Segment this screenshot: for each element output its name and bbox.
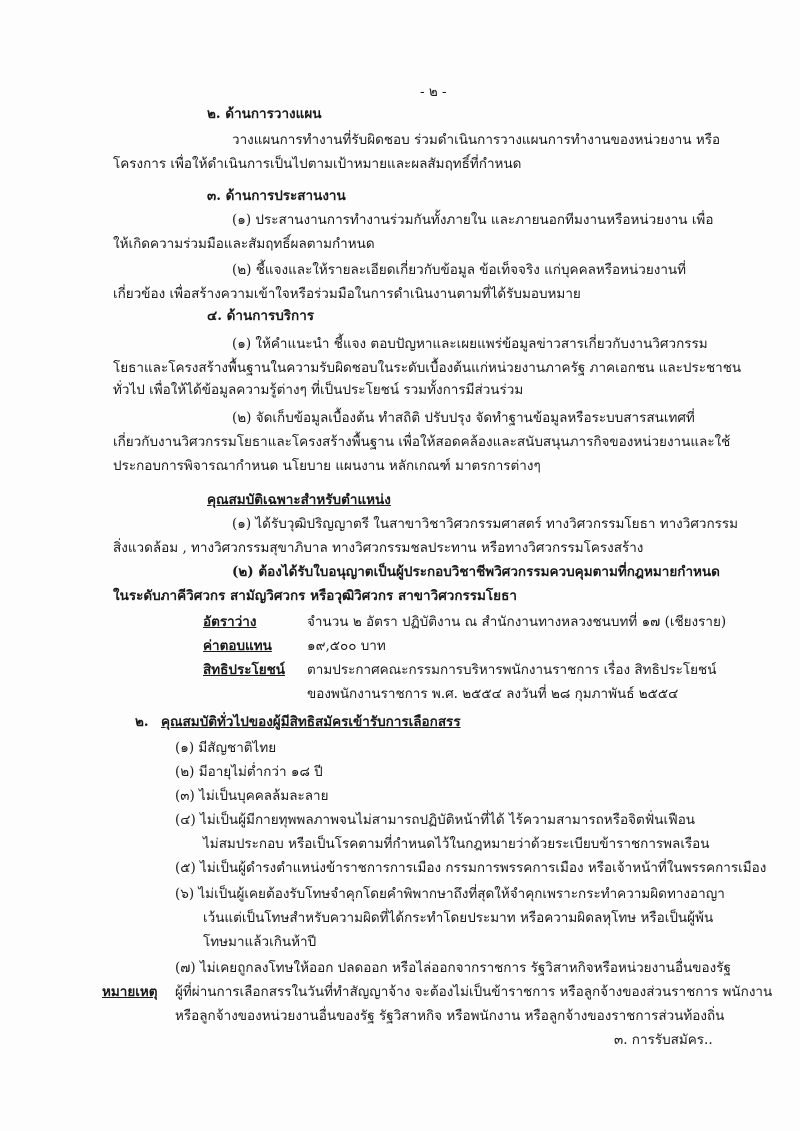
section-service-heading: ๔. ด้านการบริการ bbox=[207, 308, 315, 324]
section-coordination-heading: ๓. ด้านการประสานงาน bbox=[207, 188, 346, 204]
benefits-label: สิทธิประโยชน์ bbox=[203, 662, 286, 678]
coordination-line-3: (๒) ชี้แจงและให้รายละเอียดเกี่ยวกับข้อมูล ข้อเท็จจริง แก่บุคคลหรือหน่วยงานที่ bbox=[232, 262, 687, 278]
continuation-text: ๓. การรับสมัคร.. bbox=[614, 1032, 713, 1048]
general-qual-item-6-cont-2: โทษมาแล้วเกินห้าปี bbox=[203, 934, 317, 950]
coordination-line-1: (๑) ประสานงานการทำงานร่วมกันทั้งภายใน และภายนอกทีมงานหรือหน่วยงาน เพื่อ bbox=[232, 212, 714, 228]
vacancy-label: อัตราว่าง bbox=[203, 614, 257, 630]
specific-qualifications-heading: คุณสมบัติเฉพาะสำหรับตำแหน่ง bbox=[207, 492, 391, 508]
compensation-label: ค่าตอบแทน bbox=[203, 638, 272, 654]
benefits-value-2: ของพนักงานราชการ พ.ศ. ๒๕๕๔ ลงวันที่ ๒๘ กุมภาพันธ์ ๒๕๕๔ bbox=[307, 686, 679, 702]
general-qual-item-4-cont: ไม่สมประกอบ หรือเป็นโรคตามที่กำหนดไว้ในกฎหมายว่าด้วยระเบียบข้าราชการพลเรือน bbox=[203, 836, 710, 852]
vacancy-row bbox=[203, 612, 726, 632]
compensation-row bbox=[203, 636, 386, 656]
general-qual-number: ๒. bbox=[135, 714, 149, 730]
general-qual-item-3: (๓) ไม่เป็นบุคคลล้มละลาย bbox=[175, 788, 329, 804]
benefits-row bbox=[203, 660, 716, 680]
service-line-1: (๑) ให้คำแนะนำ ชี้แจง ตอบปัญหาและเผยแพร่ข้อมูลข่าวสารเกี่ยวกับงานวิศวกรรม bbox=[232, 336, 708, 352]
page-number: - ๒ - bbox=[420, 84, 447, 100]
general-qual-item-6: (๖) ไม่เป็นผู้เคยต้องรับโทษจำคุกโดยคำพิพากษาถึงที่สุดให้จำคุกเพราะกระทำความผิดทางอาญา bbox=[175, 886, 725, 902]
note-line-1: ผู้ที่ผ่านการเลือกสรรในวันที่ทำสัญญาจ้าง จะต้องไม่เป็นข้าราชการ หรือลูกจ้างของส่วนราชการ พนักงาน bbox=[175, 984, 773, 1000]
service-line-5: เกี่ยวกับงานวิศวกรรมโยธาและโครงสร้างพื้นฐาน เพื่อให้สอดคล้องและสนับสนุนภารกิจของหน่วยงานและใช้ bbox=[113, 434, 731, 450]
general-qual-item-1: (๑) มีสัญชาติไทย bbox=[175, 740, 277, 756]
service-line-2: โยธาและโครงสร้างพื้นฐานในความรับผิดชอบในระดับเบื้องต้นแก่หน่วยงานภาครัฐ ภาคเอกชน และประชาชน bbox=[113, 360, 742, 376]
general-qual-item-4: (๔) ไม่เป็นผู้มีกายทุพพลภาพจนไม่สามารถปฏิบัติหน้าที่ได้ ไร้ความสามารถหรือจิตฟั่นเฟือน bbox=[175, 812, 696, 828]
section-planning-heading: ๒. ด้านการวางแผน bbox=[207, 106, 322, 122]
general-qual-item-2: (๒) มีอายุไม่ต่ำกว่า ๑๘ ปี bbox=[175, 764, 323, 780]
service-line-4: (๒) จัดเก็บข้อมูลเบื้องต้น ทำสถิติ ปรับปรุง จัดทำฐานข้อมูลหรือระบบสารสนเทศที่ bbox=[232, 410, 695, 426]
general-qual-item-6-cont-1: เว้นแต่เป็นโทษสำหรับความผิดที่ได้กระทำโดยประมาท หรือความผิดลหุโทษ หรือเป็นผู้พ้น bbox=[203, 910, 714, 926]
specific-qual-line-1: (๑) ได้รับวุฒิปริญญาตรี ในสาขาวิชาวิศวกรรมศาสตร์ ทางวิศวกรรมโยธา ทางวิศวกรรม bbox=[232, 516, 739, 532]
general-qualifications-heading: คุณสมบัติทั่วไปของผู้มีสิทธิสมัครเข้ารับการเลือกสรร bbox=[161, 714, 461, 730]
benefits-value-1: ตามประกาศคณะกรรมการบริหารพนักงานราชการ เรื่อง สิทธิประโยชน์ bbox=[307, 662, 717, 678]
planning-line-1: วางแผนการทำงานที่รับผิดชอบ ร่วมดำเนินการวางแผนการทำงานของหน่วยงาน หรือ bbox=[232, 132, 721, 148]
note-line-2: หรือลูกจ้างของหน่วยงานอื่นของรัฐ รัฐวิสาหกิจ หรือพนักงาน หรือลูกจ้างของราชการส่วนท้องถิ่น bbox=[175, 1008, 725, 1024]
coordination-line-4: เกี่ยวข้อง เพื่อสร้างความเข้าใจหรือร่วมมือในการดำเนินงานตามที่ได้รับมอบหมาย bbox=[113, 286, 581, 302]
note-label: หมายเหตุ bbox=[102, 984, 158, 1000]
specific-qual-line-3: (๒) ต้องได้รับใบอนุญาตเป็นผู้ประกอบวิชาชีพวิศวกรรมควบคุมตามที่กฎหมายกำหนด bbox=[232, 564, 720, 580]
planning-line-2: โครงการ เพื่อให้ดำเนินการเป็นไปตามเป้าหมายและผลสัมฤทธิ์ที่กำหนด bbox=[113, 156, 522, 172]
specific-qual-line-4: ในระดับภาคีวิศวกร สามัญวิศวกร หรือวุฒิวิศวกร สาขาวิศวกรรมโยธา bbox=[113, 588, 517, 604]
specific-qual-line-2: สิ่งแวดล้อม , ทางวิศวกรรมสุขาภิบาล ทางวิศวกรรมชลประทาน หรือทางวิศวกรรมโครงสร้าง bbox=[113, 540, 644, 556]
vacancy-value: จำนวน ๒ อัตรา ปฏิบัติงาน ณ สำนักงานทางหลวงชนบทที่ ๑๗ (เชียงราย) bbox=[307, 614, 727, 630]
service-line-6: ประกอบการพิจารณากำหนด นโยบาย แผนงาน หลักเกณฑ์ มาตรการต่างๆ bbox=[113, 458, 541, 474]
compensation-value: ๑๙,๕๐๐ บาท bbox=[307, 638, 386, 654]
general-qual-item-5: (๕) ไม่เป็นผู้ดำรงตำแหน่งข้าราชการการเมือง กรรมการพรรคการเมือง หรือเจ้าหน้าที่ในพรรคการเมือง bbox=[175, 860, 767, 876]
general-qual-item-7: (๗) ไม่เคยถูกลงโทษให้ออก ปลดออก หรือไล่ออกจากราชการ รัฐวิสาหกิจหรือหน่วยงานอื่นของรัฐ bbox=[175, 960, 731, 976]
coordination-line-2: ให้เกิดความร่วมมือและสัมฤทธิ์ผลตามกำหนด bbox=[113, 236, 375, 252]
service-line-3: ทั่วไป เพื่อให้ได้ข้อมูลความรู้ต่างๆ ที่เป็นประโยชน์ รวมทั้งการมีส่วนร่วม bbox=[113, 382, 524, 398]
